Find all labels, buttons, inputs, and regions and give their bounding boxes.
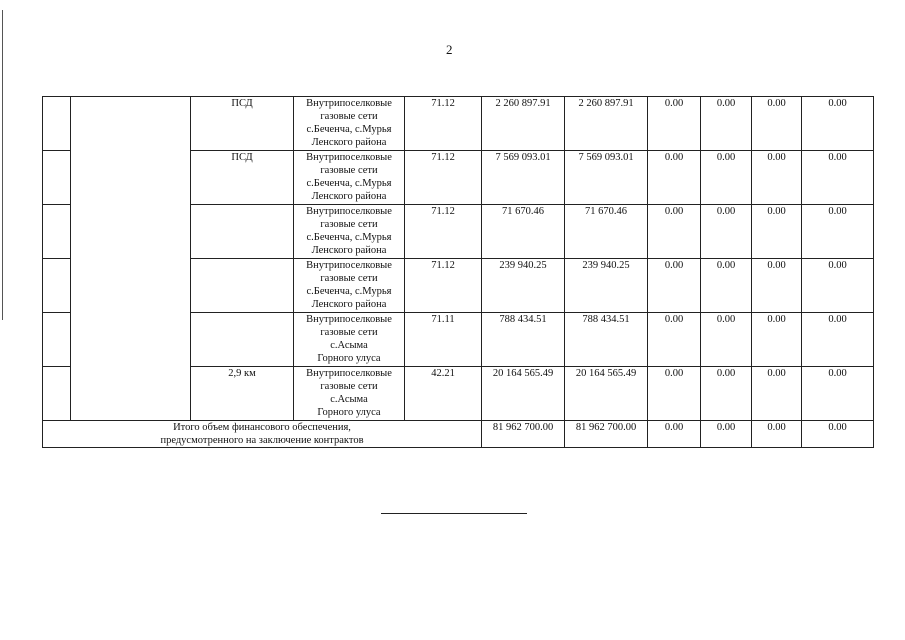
object-cell bbox=[294, 259, 405, 313]
value-cell: 0.00 bbox=[701, 97, 752, 151]
value-cell: 0.00 bbox=[701, 367, 752, 421]
value-cell: 0.00 bbox=[701, 205, 752, 259]
amount-cell: 20 164 565.49 bbox=[565, 367, 648, 421]
type-cell: ПСД bbox=[191, 151, 294, 205]
code-cell: 71.12 bbox=[405, 205, 482, 259]
total-amount-cell: 81 962 700.00 bbox=[565, 421, 648, 448]
type-cell: ПСД bbox=[191, 97, 294, 151]
total-label-line: предусмотренного на заключение контрактов bbox=[160, 435, 364, 446]
object-line: Внутрипоселковые bbox=[306, 368, 392, 379]
object-line: Внутрипоселковые bbox=[306, 98, 392, 109]
code-cell: 71.12 bbox=[405, 259, 482, 313]
object-line: газовые сети bbox=[320, 219, 378, 230]
amount-cell: 7 569 093.01 bbox=[482, 151, 565, 205]
page-number: 2 bbox=[446, 42, 453, 57]
total-value-cell: 0.00 bbox=[752, 421, 802, 448]
type-cell: 2,9 км bbox=[191, 367, 294, 421]
type-cell bbox=[191, 259, 294, 313]
object-line: с.Асыма bbox=[330, 340, 368, 351]
total-row bbox=[43, 421, 874, 448]
object-line: Внутрипоселковые bbox=[306, 206, 392, 217]
value-cell: 0.00 bbox=[701, 313, 752, 367]
amount-cell: 239 940.25 bbox=[565, 259, 648, 313]
object-line: Ленского района bbox=[311, 191, 387, 202]
amount-cell: 2 260 897.91 bbox=[482, 97, 565, 151]
object-line: Ленского района bbox=[311, 245, 387, 256]
object-cell bbox=[294, 313, 405, 367]
object-line: Внутрипоселковые bbox=[306, 314, 392, 325]
value-cell: 0.00 bbox=[752, 151, 802, 205]
value-cell: 0.00 bbox=[648, 367, 701, 421]
value-cell: 0.00 bbox=[648, 313, 701, 367]
amount-cell: 788 434.51 bbox=[565, 313, 648, 367]
amount-cell: 2 260 897.91 bbox=[565, 97, 648, 151]
value-cell: 0.00 bbox=[752, 313, 802, 367]
object-line: с.Беченча, с.Мурья bbox=[306, 286, 392, 297]
object-line: Ленского района bbox=[311, 299, 387, 310]
object-line: газовые сети bbox=[320, 327, 378, 338]
row-index-cell bbox=[43, 205, 71, 259]
object-line: с.Беченча, с.Мурья bbox=[306, 124, 392, 135]
code-cell: 71.12 bbox=[405, 151, 482, 205]
value-cell: 0.00 bbox=[701, 151, 752, 205]
row-index-cell bbox=[43, 367, 71, 421]
value-cell: 0.00 bbox=[752, 259, 802, 313]
amount-cell: 71 670.46 bbox=[482, 205, 565, 259]
value-cell: 0.00 bbox=[648, 259, 701, 313]
object-cell bbox=[294, 367, 405, 421]
row-index-cell bbox=[43, 313, 71, 367]
footer-line bbox=[381, 513, 527, 514]
value-cell: 0.00 bbox=[701, 259, 752, 313]
object-line: газовые сети bbox=[320, 165, 378, 176]
object-line: Горного улуса bbox=[317, 353, 381, 364]
amount-cell: 20 164 565.49 bbox=[482, 367, 565, 421]
row-index-cell bbox=[43, 151, 71, 205]
row-index-cell bbox=[43, 97, 71, 151]
merged-cell bbox=[71, 97, 191, 421]
object-cell bbox=[294, 151, 405, 205]
code-cell: 71.12 bbox=[405, 97, 482, 151]
code-cell: 71.11 bbox=[405, 313, 482, 367]
value-cell: 0.00 bbox=[752, 205, 802, 259]
total-value-cell: 0.00 bbox=[701, 421, 752, 448]
value-cell: 0.00 bbox=[802, 151, 874, 205]
value-cell: 0.00 bbox=[802, 367, 874, 421]
object-line: с.Беченча, с.Мурья bbox=[306, 178, 392, 189]
total-value-cell: 0.00 bbox=[648, 421, 701, 448]
code-cell: 42.21 bbox=[405, 367, 482, 421]
total-label-line: Итого объем финансового обеспечения, bbox=[173, 422, 351, 433]
type-cell bbox=[191, 205, 294, 259]
table-row bbox=[43, 97, 874, 151]
value-cell: 0.00 bbox=[802, 313, 874, 367]
object-line: газовые сети bbox=[320, 111, 378, 122]
amount-cell: 71 670.46 bbox=[565, 205, 648, 259]
object-line: с.Асыма bbox=[330, 394, 368, 405]
value-cell: 0.00 bbox=[648, 205, 701, 259]
value-cell: 0.00 bbox=[752, 367, 802, 421]
total-label-cell bbox=[43, 421, 482, 448]
value-cell: 0.00 bbox=[648, 97, 701, 151]
amount-cell: 7 569 093.01 bbox=[565, 151, 648, 205]
financing-table bbox=[42, 96, 874, 448]
value-cell: 0.00 bbox=[802, 97, 874, 151]
value-cell: 0.00 bbox=[752, 97, 802, 151]
value-cell: 0.00 bbox=[648, 151, 701, 205]
total-value-cell: 0.00 bbox=[802, 421, 874, 448]
object-line: Внутрипоселковые bbox=[306, 152, 392, 163]
object-line: газовые сети bbox=[320, 273, 378, 284]
row-index-cell bbox=[43, 259, 71, 313]
amount-cell: 788 434.51 bbox=[482, 313, 565, 367]
object-cell bbox=[294, 97, 405, 151]
total-amount-cell: 81 962 700.00 bbox=[482, 421, 565, 448]
object-line: Ленского района bbox=[311, 137, 387, 148]
value-cell: 0.00 bbox=[802, 259, 874, 313]
amount-cell: 239 940.25 bbox=[482, 259, 565, 313]
object-cell bbox=[294, 205, 405, 259]
left-margin-rule bbox=[2, 10, 3, 320]
object-line: газовые сети bbox=[320, 381, 378, 392]
value-cell: 0.00 bbox=[802, 205, 874, 259]
type-cell bbox=[191, 313, 294, 367]
table-body bbox=[43, 97, 874, 448]
object-line: с.Беченча, с.Мурья bbox=[306, 232, 392, 243]
object-line: Внутрипоселковые bbox=[306, 260, 392, 271]
object-line: Горного улуса bbox=[317, 407, 381, 418]
